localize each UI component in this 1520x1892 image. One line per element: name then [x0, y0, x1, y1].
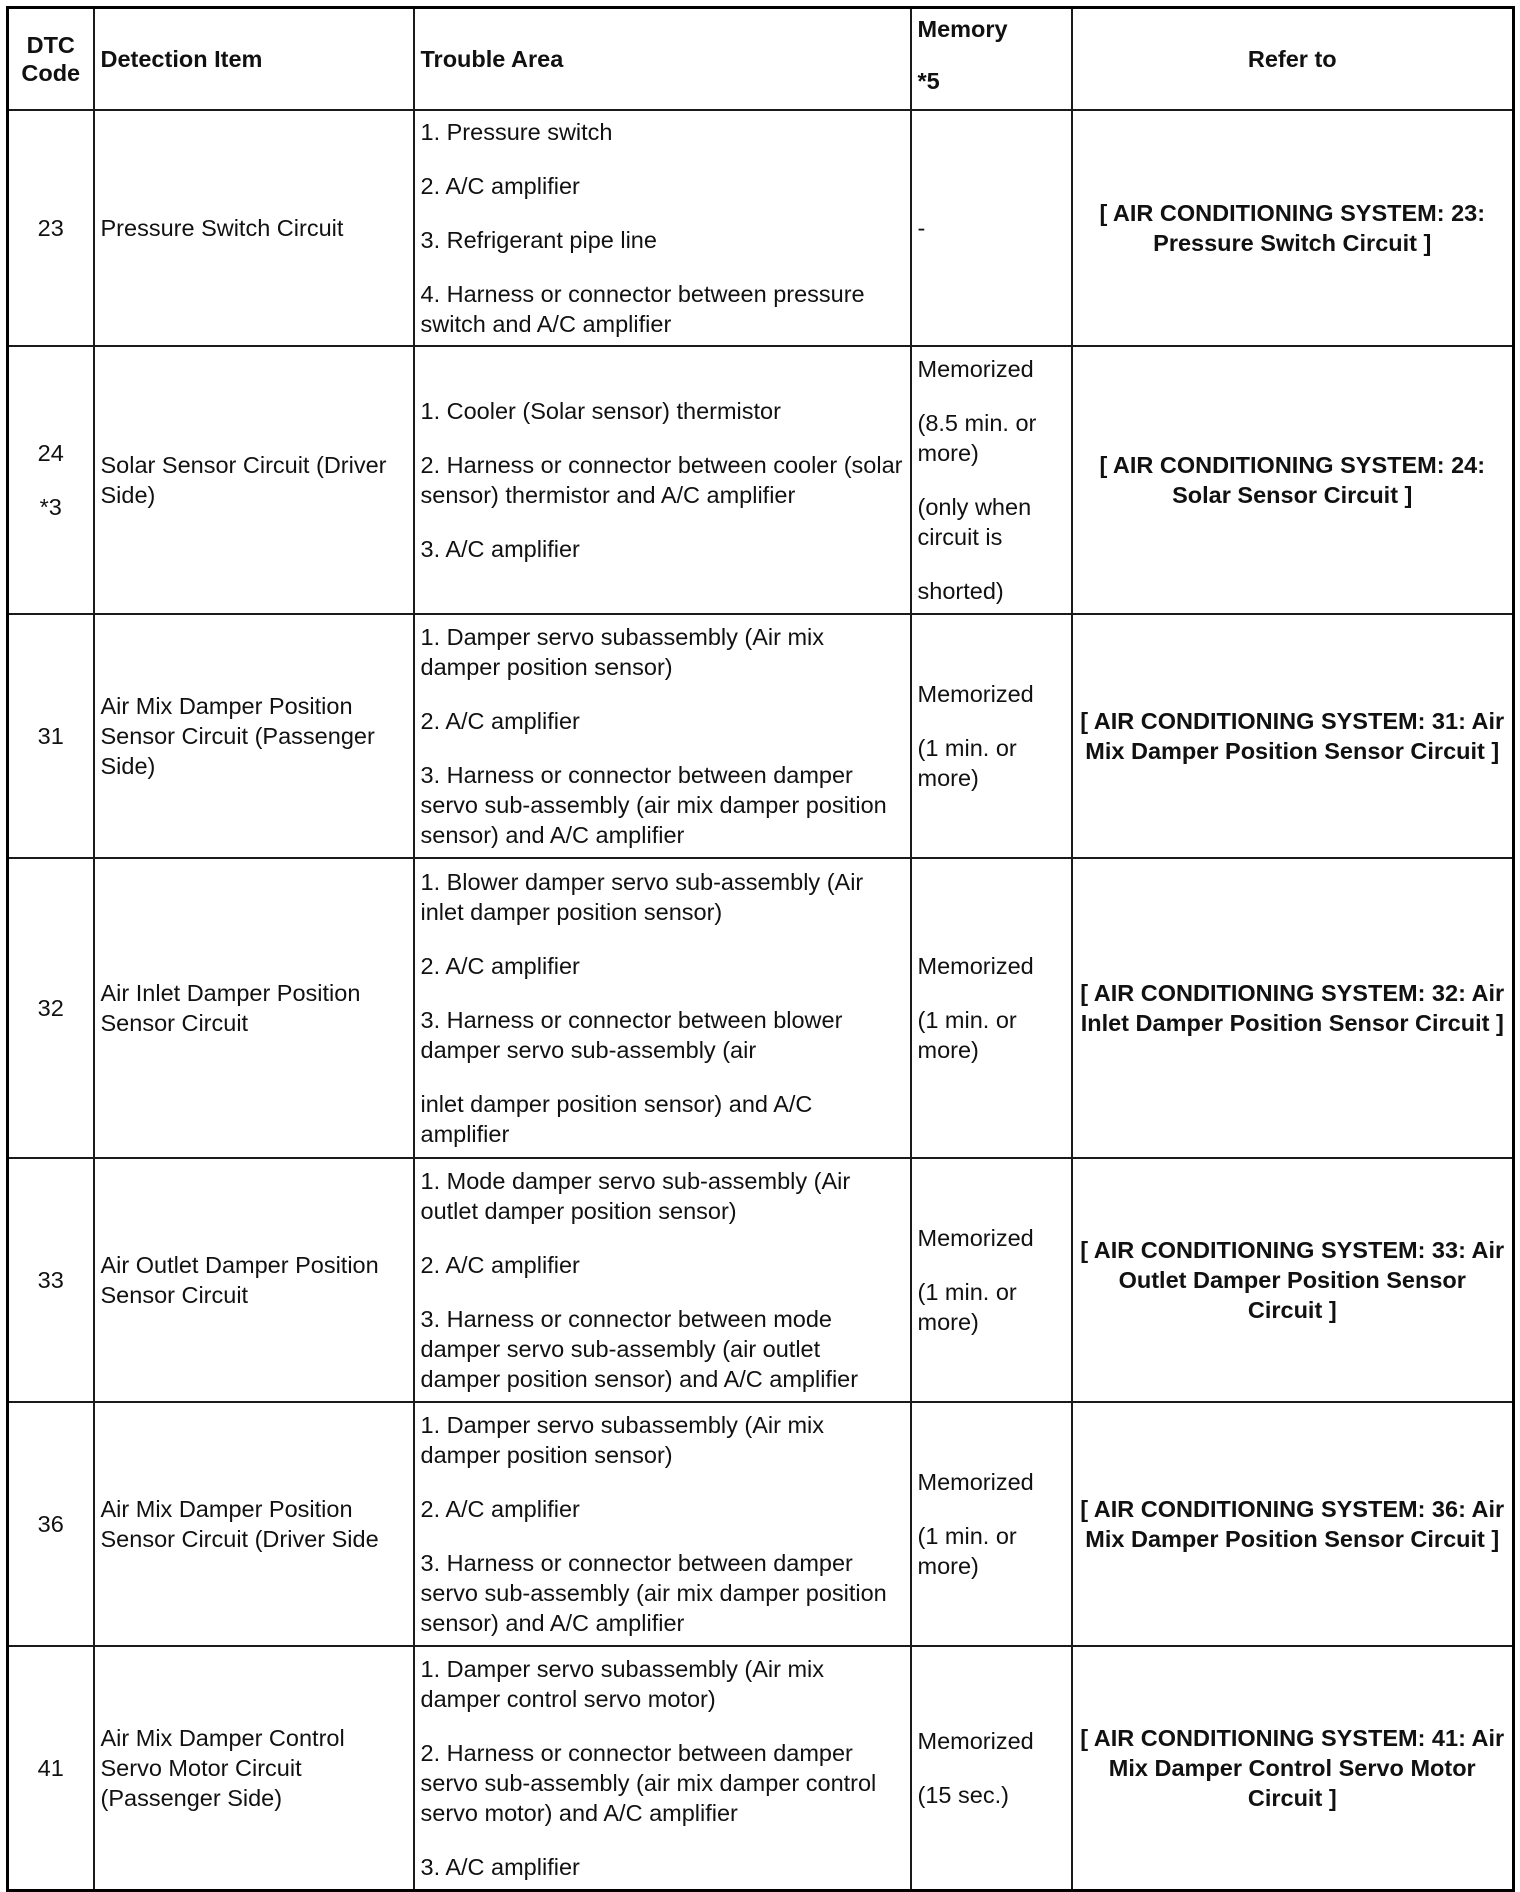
trouble-area-item: 3. A/C amplifier — [420, 1853, 580, 1880]
dtc-code: 24 — [37, 440, 64, 466]
header-trouble-area: Trouble Area — [414, 8, 911, 111]
dtc-code: 32 — [37, 995, 64, 1021]
header-dtc-code: DTC Code — [8, 8, 94, 111]
table-row — [8, 1158, 1514, 1402]
memory-item: shorted) — [917, 578, 1004, 604]
trouble-area-item: 2. A/C amplifier — [420, 173, 580, 199]
trouble-area-item: 2. A/C amplifier — [420, 1496, 580, 1522]
table-row — [8, 1646, 1514, 1890]
refer-to-link[interactable]: [ AIR CONDITIONING SYSTEM: 24: Solar Sensor Circuit ] — [1072, 346, 1514, 614]
dtc-code: 31 — [37, 723, 64, 749]
detection-item-cell: Solar Sensor Circuit (Driver Side) — [94, 346, 414, 614]
trouble-area-cell — [414, 1402, 911, 1646]
memory-cell — [911, 110, 1072, 346]
header-row — [8, 8, 1514, 111]
trouble-area-item: inlet damper position sensor) and A/C amplifier — [420, 1091, 813, 1147]
memory-item: - — [917, 215, 926, 241]
memory-item: (1 min. or more) — [917, 1007, 1017, 1063]
detection-item-cell: Pressure Switch Circuit — [94, 110, 414, 346]
memory-cell — [911, 346, 1072, 614]
memory-item: Memorized — [917, 1727, 1034, 1754]
refer-to-link[interactable]: [ AIR CONDITIONING SYSTEM: 41: Air Mix Damper Control Servo Motor Circuit ] — [1072, 1646, 1514, 1890]
table-row — [8, 110, 1514, 346]
detection-item-cell: Air Mix Damper Position Sensor Circuit (Passenger Side) — [94, 614, 414, 858]
trouble-area-item: 1. Blower damper servo sub-assembly (Air inlet damper position sensor) — [420, 869, 864, 925]
trouble-area-item: 3. A/C amplifier — [420, 536, 580, 562]
header-refer-to: Refer to — [1072, 8, 1514, 111]
trouble-area-item: 3. Harness or connector between damper servo sub-assembly (air mix damper position sensor) and A/C amplifier — [420, 1550, 887, 1636]
memory-item: (1 min. or more) — [917, 1279, 1017, 1335]
memory-cell — [911, 614, 1072, 858]
trouble-area-cell — [414, 858, 911, 1158]
memory-cell — [911, 1158, 1072, 1402]
header-memory: Memory *5 — [911, 8, 1072, 111]
trouble-area-item: 2. A/C amplifier — [420, 708, 580, 734]
header-detection-item: Detection Item — [94, 8, 414, 111]
dtc-code: 36 — [37, 1511, 64, 1537]
dtc-code-cell — [8, 346, 94, 614]
refer-to-link[interactable]: [ AIR CONDITIONING SYSTEM: 23: Pressure Switch Circuit ] — [1072, 110, 1514, 346]
refer-to-link[interactable]: [ AIR CONDITIONING SYSTEM: 31: Air Mix Damper Position Sensor Circuit ] — [1072, 614, 1514, 858]
trouble-area-item: 3. Harness or connector between damper servo sub-assembly (air mix damper position sensor) and A/C amplifier — [420, 762, 887, 848]
memory-item: Memorized — [917, 1469, 1034, 1495]
trouble-area-item: 3. Refrigerant pipe line — [420, 227, 657, 253]
memory-item: (15 sec.) — [917, 1781, 1009, 1808]
detection-item-cell: Air Inlet Damper Position Sensor Circuit — [94, 858, 414, 1158]
memory-item: (1 min. or more) — [917, 735, 1017, 791]
dtc-code: 41 — [37, 1754, 64, 1781]
dtc-code-cell — [8, 110, 94, 346]
refer-to-link[interactable]: [ AIR CONDITIONING SYSTEM: 36: Air Mix Damper Position Sensor Circuit ] — [1072, 1402, 1514, 1646]
detection-item-cell: Air Mix Damper Control Servo Motor Circuit (Passenger Side) — [94, 1646, 414, 1890]
memory-item: Memorized — [917, 356, 1034, 382]
trouble-area-cell — [414, 614, 911, 858]
memory-item: Memorized — [917, 681, 1034, 707]
trouble-area-item: 2. Harness or connector between cooler (solar sensor) thermistor and A/C amplifier — [420, 452, 903, 508]
refer-to-link[interactable]: [ AIR CONDITIONING SYSTEM: 32: Air Inlet Damper Position Sensor Circuit ] — [1072, 858, 1514, 1158]
trouble-area-item: 1. Cooler (Solar sensor) thermistor — [420, 398, 781, 424]
memory-item: Memorized — [917, 1225, 1034, 1251]
trouble-area-item: 1. Damper servo subassembly (Air mix damper position sensor) — [420, 624, 825, 680]
memory-item: Memorized — [917, 953, 1034, 979]
detection-item-cell: Air Outlet Damper Position Sensor Circuit — [94, 1158, 414, 1402]
memory-item: (8.5 min. or more) — [917, 410, 1037, 466]
trouble-area-cell — [414, 110, 911, 346]
refer-to-link[interactable]: [ AIR CONDITIONING SYSTEM: 33: Air Outlet Damper Position Sensor Circuit ] — [1072, 1158, 1514, 1402]
memory-item: (1 min. or more) — [917, 1523, 1017, 1579]
detection-item-cell: Air Mix Damper Position Sensor Circuit (Driver Side — [94, 1402, 414, 1646]
dtc-code-cell — [8, 1402, 94, 1646]
trouble-area-item: 1. Damper servo subassembly (Air mix damper control servo motor) — [420, 1655, 825, 1712]
dtc-code-cell — [8, 1646, 94, 1890]
table-row — [8, 614, 1514, 858]
trouble-area-item: 3. Harness or connector between mode damper servo sub-assembly (air outlet damper position sensor) and A/C amplifier — [420, 1306, 859, 1392]
trouble-area-item: 3. Harness or connector between blower damper servo sub-assembly (air — [420, 1007, 843, 1063]
trouble-area-cell — [414, 1646, 911, 1890]
memory-cell — [911, 858, 1072, 1158]
trouble-area-item: 2. Harness or connector between damper servo sub-assembly (air mix damper control servo motor) and A/C amplifier — [420, 1739, 877, 1826]
dtc-table — [6, 6, 1515, 1892]
table-row — [8, 346, 1514, 614]
memory-cell — [911, 1646, 1072, 1890]
table-row — [8, 858, 1514, 1158]
dtc-code: 23 — [37, 215, 64, 241]
dtc-code-cell — [8, 614, 94, 858]
trouble-area-item: 1. Pressure switch — [420, 119, 613, 145]
memory-item: (only when circuit is — [917, 494, 1032, 550]
trouble-area-item: 2. A/C amplifier — [420, 953, 580, 979]
dtc-code-cell — [8, 858, 94, 1158]
trouble-area-item: 1. Damper servo subassembly (Air mix damper position sensor) — [420, 1412, 825, 1468]
dtc-code-note: *3 — [39, 494, 62, 520]
memory-cell — [911, 1402, 1072, 1646]
trouble-area-cell — [414, 1158, 911, 1402]
trouble-area-item: 4. Harness or connector between pressure switch and A/C amplifier — [420, 281, 865, 337]
dtc-code-cell — [8, 1158, 94, 1402]
trouble-area-cell — [414, 346, 911, 614]
dtc-body — [8, 110, 1514, 1890]
table-row — [8, 1402, 1514, 1646]
dtc-code: 33 — [37, 1267, 64, 1293]
trouble-area-item: 1. Mode damper servo sub-assembly (Air outlet damper position sensor) — [420, 1168, 851, 1224]
trouble-area-item: 2. A/C amplifier — [420, 1252, 580, 1278]
